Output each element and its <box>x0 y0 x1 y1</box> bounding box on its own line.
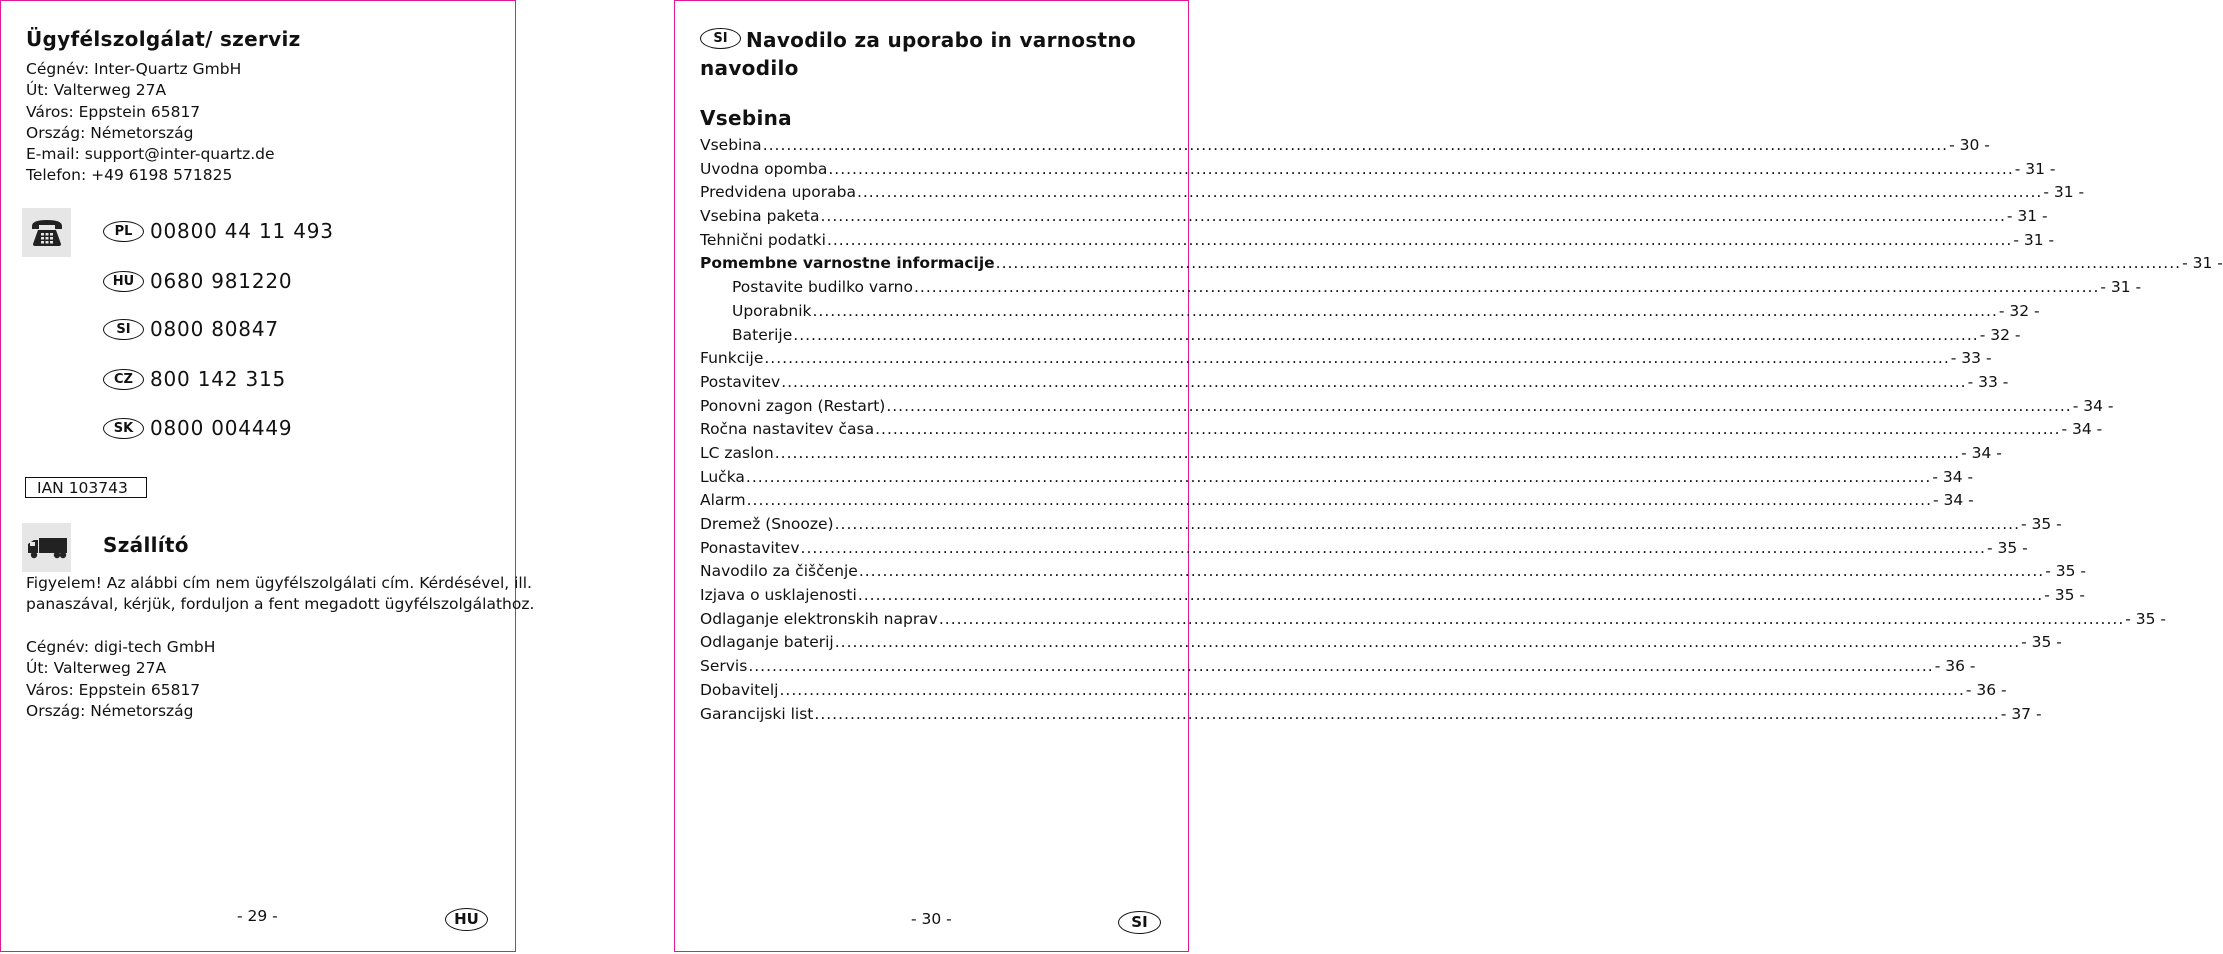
toc-entry[interactable] <box>700 325 2021 350</box>
toc-leader-dots: ........................................................................................................................................................................................................ <box>913 278 2100 297</box>
toc-entry[interactable] <box>700 301 2040 326</box>
address-line: E-mail: support@inter-quartz.de <box>26 145 275 164</box>
toc-entry-page: - 32 - <box>1979 325 2021 344</box>
toc-entry[interactable] <box>700 349 1992 373</box>
toc-entry-label: Baterije <box>732 325 793 344</box>
phone-row-hu <box>103 269 292 293</box>
toc-entry[interactable] <box>700 207 2048 231</box>
toc-entry-page: - 30 - <box>1949 136 1990 154</box>
toc-entry-page: - 34 - <box>1933 491 1974 510</box>
toc-entry[interactable] <box>700 396 2114 421</box>
lang-badge-title: SI <box>700 28 741 49</box>
toc-entry-page: - 36 - <box>1965 680 2007 699</box>
toc-entry-label: Predvidena uporaba <box>700 183 856 202</box>
lang-badge-hu: HU <box>445 908 488 931</box>
toc-entry-page: - 31 - <box>2013 230 2055 249</box>
toc-heading: Vsebina <box>700 106 792 130</box>
toc-entry[interactable] <box>700 183 2085 207</box>
toc-entry-page: - 36 - <box>1934 657 1976 676</box>
toc-entry[interactable] <box>700 562 2086 586</box>
toc-entry-label: Vsebina paketa <box>700 207 820 226</box>
toc-entry[interactable] <box>700 586 2085 610</box>
telephone-icon <box>22 208 71 257</box>
toc-entry-label: Tehnični podatki <box>700 230 826 249</box>
address-line: Út: Valterweg 27A <box>26 81 167 100</box>
toc-leader-dots: ........................................................................................................................................................................................................ <box>762 136 1949 154</box>
toc-entry[interactable] <box>700 680 2007 705</box>
toc-leader-dots: ........................................................................................................................................................................................................ <box>781 372 1967 391</box>
country-badge: PL <box>103 221 144 242</box>
toc-leader-dots: ........................................................................................................................................................................................................ <box>834 633 2021 652</box>
country-badge: SI <box>103 319 144 340</box>
supplier-notice <box>26 573 534 616</box>
address-line: Cégnév: digi-tech GmbH <box>26 638 216 656</box>
lang-badge-si: SI <box>1118 911 1161 934</box>
toc-entry-page: - 34 - <box>2061 420 2103 439</box>
toc-leader-dots: ........................................................................................................................................................................................................ <box>748 657 1934 676</box>
phone-row-pl <box>103 219 334 243</box>
toc-entry-page: - 34 - <box>1932 467 1974 486</box>
toc-entry[interactable] <box>700 491 1974 515</box>
toc-entry-label: Izjava o usklajenosti <box>700 586 857 605</box>
toc-entry-page: - 31 - <box>2182 254 2223 273</box>
toc-leader-dots: ........................................................................................................................................................................................................ <box>812 301 1998 320</box>
service-heading: Ügyfélszolgálat/ szerviz <box>26 27 301 51</box>
supplier-address <box>26 637 215 722</box>
toc-entry-label: Dremež (Snooze) <box>700 515 834 533</box>
page-number-left: - 29 - <box>237 907 278 925</box>
address-line: Telefon: +49 6198 571825 <box>26 166 233 185</box>
toc-entry-page: - 32 - <box>1998 301 2040 320</box>
country-badge: CZ <box>103 369 144 390</box>
toc-entry-label: Ponastavitev <box>700 538 800 557</box>
toc-leader-dots: ........................................................................................................................................................................................................ <box>886 396 2072 415</box>
phone-number: 0800 80847 <box>150 317 279 341</box>
page-number-right: - 30 - <box>911 910 952 928</box>
toc-leader-dots: ........................................................................................................................................................................................................ <box>834 515 2021 533</box>
toc-leader-dots: ........................................................................................................................................................................................................ <box>764 349 1950 368</box>
toc-entry-page: - 35 - <box>2045 562 2086 581</box>
toc-leader-dots: ........................................................................................................................................................................................................ <box>828 159 2014 178</box>
country-badge: SK <box>103 418 144 439</box>
toc-leader-dots: ........................................................................................................................................................................................................ <box>856 183 2043 202</box>
phone-number: 800 142 315 <box>150 367 287 391</box>
toc-entry-label: Alarm <box>700 491 746 510</box>
toc-entry-page: - 31 - <box>2043 183 2085 202</box>
address-line: Cégnév: Inter-Quartz GmbH <box>26 60 242 78</box>
toc-entry[interactable] <box>700 159 2056 184</box>
toc-entry-label: Navodilo za čiščenje <box>700 562 858 581</box>
toc-entry-page: - 35 - <box>2021 515 2062 533</box>
toc-leader-dots: ........................................................................................................................................................................................................ <box>820 207 2006 226</box>
toc-entry[interactable] <box>700 420 2103 444</box>
toc-entry-page: - 35 - <box>2044 586 2085 605</box>
toc-entry-page: - 34 - <box>1961 443 2002 462</box>
toc-entry-label: LC zaslon <box>700 443 774 462</box>
table-of-contents <box>700 136 2223 728</box>
toc-entry-label: Funkcije <box>700 349 764 368</box>
toc-leader-dots: ........................................................................................................................................................................................................ <box>938 609 2125 628</box>
manual-title-line1: Navodilo za uporabo in varnostno <box>746 28 1136 52</box>
toc-entry[interactable] <box>700 515 2062 539</box>
toc-entry-label: Ponovni zagon (Restart) <box>700 396 886 415</box>
toc-leader-dots: ........................................................................................................................................................................................................ <box>800 538 1986 557</box>
toc-entry-page: - 31 - <box>2006 207 2048 226</box>
toc-entry-page: - 35 - <box>1986 538 2028 557</box>
address-line: Ország: Németország <box>26 701 194 720</box>
toc-entry-label: Postavite budilko varno <box>732 278 913 297</box>
toc-entry-page: - 35 - <box>2021 633 2062 652</box>
toc-leader-dots: ........................................................................................................................................................................................................ <box>875 420 2061 439</box>
toc-entry-label: Servis <box>700 657 748 676</box>
toc-entry-label: Vsebina <box>700 136 762 154</box>
toc-entry[interactable] <box>700 254 2223 278</box>
toc-entry-page: - 31 - <box>2014 159 2056 178</box>
toc-leader-dots: ........................................................................................................................................................................................................ <box>774 443 1961 462</box>
toc-entry-page: - 35 - <box>2125 609 2167 628</box>
address-line: Ország: Németország <box>26 123 194 142</box>
phone-row-cz <box>103 367 286 391</box>
toc-entry-page: - 34 - <box>2072 396 2114 415</box>
toc-leader-dots: ........................................................................................................................................................................................................ <box>793 325 1979 344</box>
phone-number: 0680 981220 <box>150 269 293 293</box>
phone-row-sk <box>103 416 292 440</box>
toc-entry[interactable] <box>700 372 2009 397</box>
toc-entry-label: Pomembne varnostne informacije <box>700 254 995 273</box>
truck-icon <box>22 523 71 572</box>
toc-entry-page: - 33 - <box>1967 372 2009 391</box>
toc-entry-label: Dobavitelj <box>700 680 779 699</box>
toc-entry[interactable] <box>700 278 2142 302</box>
toc-entry-page: - 37 - <box>2000 704 2042 723</box>
ian-box: IAN 103743 <box>25 477 147 498</box>
toc-entry-label: Odlaganje elektronskih naprav <box>700 609 938 628</box>
toc-entry[interactable] <box>700 443 2002 468</box>
service-address <box>26 59 275 187</box>
manual-title-line2: navodilo <box>700 56 799 80</box>
address-line: Város: Eppstein 65817 <box>26 102 201 121</box>
toc-entry[interactable] <box>700 136 1990 160</box>
toc-entry[interactable] <box>700 467 1974 492</box>
toc-entry-label: Uporabnik <box>732 301 812 320</box>
toc-entry-label: Postavitev <box>700 372 781 391</box>
toc-entry[interactable] <box>700 609 2167 634</box>
phone-number: 0800 004449 <box>150 416 293 440</box>
toc-entry[interactable] <box>700 704 2042 729</box>
toc-entry-label: Garancijski list <box>700 704 814 723</box>
toc-leader-dots: ........................................................................................................................................................................................................ <box>857 586 2044 605</box>
toc-entry[interactable] <box>700 230 2055 255</box>
address-line: Város: Eppstein 65817 <box>26 680 201 699</box>
address-line: Út: Valterweg 27A <box>26 659 167 678</box>
supplier-heading: Szállító <box>103 533 189 557</box>
toc-entry[interactable] <box>700 657 1976 681</box>
toc-entry-label: Uvodna opomba <box>700 159 828 178</box>
notice-line: Figyelem! Az alábbi cím nem ügyfélszolgálati cím. Kérdésével, ill. <box>26 574 532 592</box>
toc-leader-dots: ........................................................................................................................................................................................................ <box>814 704 2000 723</box>
notice-line: panaszával, kérjük, forduljon a fent megadott ügyfélszolgálathoz. <box>26 595 535 614</box>
toc-entry-page: - 33 - <box>1950 349 1992 368</box>
toc-entry-page: - 31 - <box>2100 278 2142 297</box>
toc-leader-dots: ........................................................................................................................................................................................................ <box>745 467 1932 486</box>
toc-leader-dots: ........................................................................................................................................................................................................ <box>779 680 1965 699</box>
toc-leader-dots: ........................................................................................................................................................................................................ <box>746 491 1933 510</box>
toc-entry-label: Lučka <box>700 467 745 486</box>
phone-row-si <box>103 317 279 341</box>
toc-entry-label: Odlaganje baterij <box>700 633 834 652</box>
toc-entry[interactable] <box>700 538 2028 563</box>
toc-entry-label: Ročna nastavitev časa <box>700 420 875 439</box>
toc-leader-dots: ........................................................................................................................................................................................................ <box>858 562 2045 581</box>
phone-number: 00800 44 11 493 <box>150 219 334 243</box>
toc-entry[interactable] <box>700 633 2062 657</box>
toc-leader-dots: ........................................................................................................................................................................................................ <box>826 230 2013 249</box>
country-badge: HU <box>103 271 144 292</box>
toc-leader-dots: ........................................................................................................................................................................................................ <box>995 254 2182 273</box>
